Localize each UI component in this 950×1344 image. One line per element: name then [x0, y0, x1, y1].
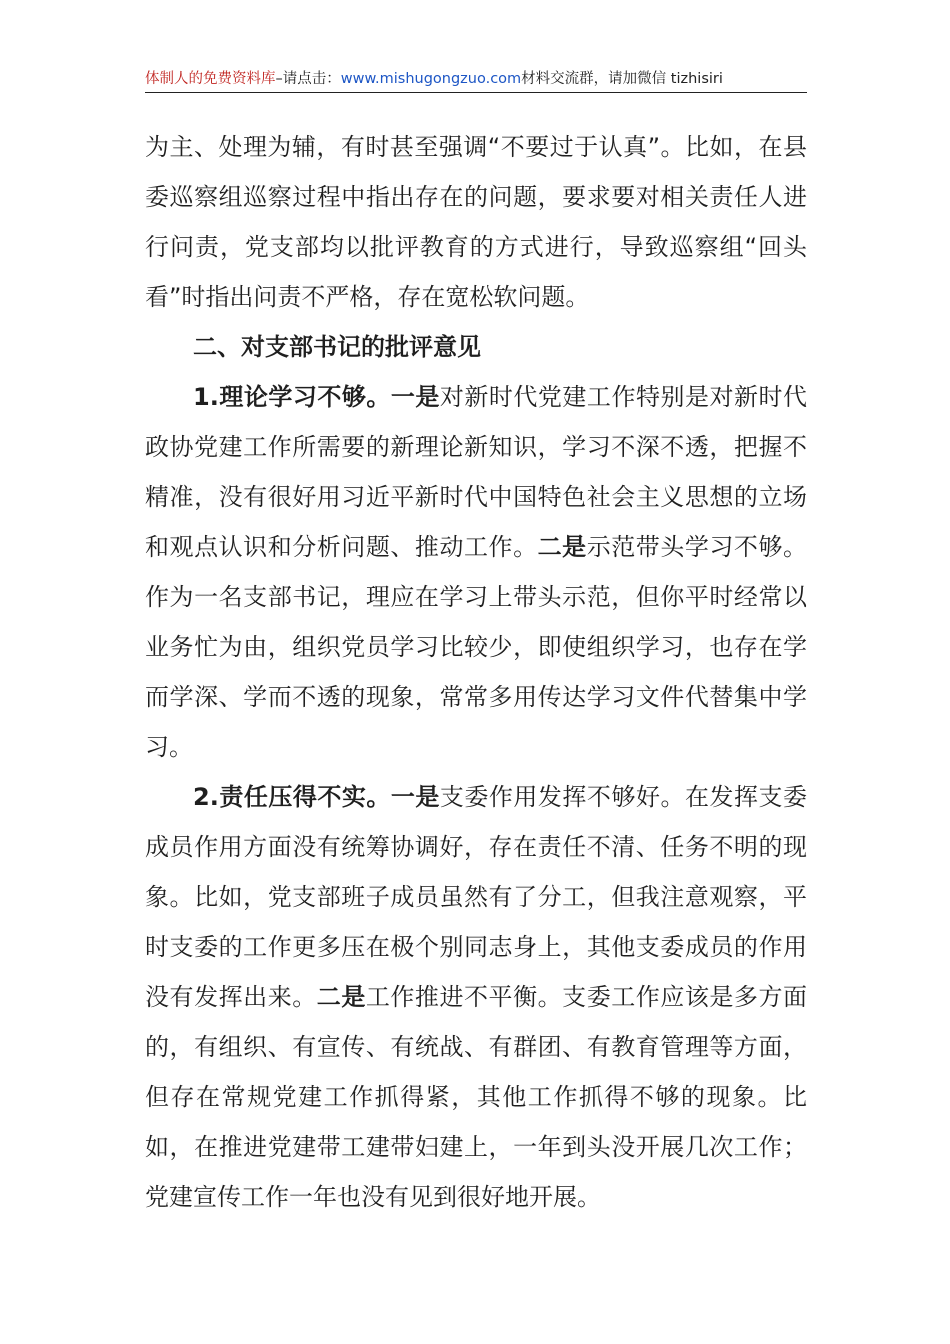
header-brand: 体制人的免费资料库: [145, 71, 276, 87]
document-body: [145, 122, 807, 1222]
item-2-title: 2.责任压得不实。: [193, 783, 391, 811]
item-1-point-2-text: 示范带头学习不够。作为一名支部书记，理应在学习上带头示范，但你平时经常以业务忙为由，组织党员学习比较少，即使组织学习，也存在学而学深、学而不透的现象，常常多用传达学习文件代替集中学习。: [145, 533, 808, 761]
paragraph-continuation: 为主、处理为辅，有时甚至强调“不要过于认真”。比如，在县委巡察组巡察过程中指出存在的问题，要求要对相关责任人进行问责，党支部均以批评教育的方式进行，导致巡察组“回头看”时指出问责不严格，存在宽松软问题。: [145, 133, 807, 311]
item-2-point-2-text: 工作推进不平衡。支委工作应该是多方面的，有组织、有宣传、有统战、有群团、有教育管理等方面，但存在常规党建工作抓得紧，其他工作抓得不够的现象。比如，在推进党建带工建带妇建上，一年到头没开展几次工作；党建宣传工作一年也没有见到很好地开展。: [145, 983, 808, 1211]
item-2-point-2-label: 二是: [316, 983, 366, 1011]
item-1-title: 1.理论学习不够。: [193, 383, 391, 411]
header-dash: –: [275, 71, 283, 87]
header-tail: 材料交流群，请加微信 tizhisiri: [521, 71, 723, 87]
item-2-point-1-label: 一是: [390, 783, 440, 811]
header-prompt: 请点击：: [282, 71, 341, 87]
item-2-paragraph: [145, 772, 807, 1222]
header-link[interactable]: www.mishugongzuo.com: [340, 71, 522, 87]
section-heading: 二、对支部书记的批评意见: [193, 333, 481, 361]
item-1-paragraph: [145, 372, 807, 772]
page-header: [145, 66, 807, 93]
item-2-point-1-text: 支委作用发挥不够好。在发挥支委成员作用方面没有统筹协调好，存在责任不清、任务不明的现象。比如，党支部班子成员虽然有了分工，但我注意观察，平时支委的工作更多压在极个别同志身上，其他支委成员的作用没有发挥出来。: [145, 783, 807, 1011]
item-1-point-1-label: 一是: [390, 383, 440, 411]
item-1-point-1-text: 对新时代党建工作特别是对新时代政协党建工作所需要的新理论新知识，学习不深不透，把握不精准，没有很好用习近平新时代中国特色社会主义思想的立场和观点认识和分析问题、推动工作。: [145, 383, 807, 561]
item-1-point-2-label: 二是: [537, 533, 587, 561]
